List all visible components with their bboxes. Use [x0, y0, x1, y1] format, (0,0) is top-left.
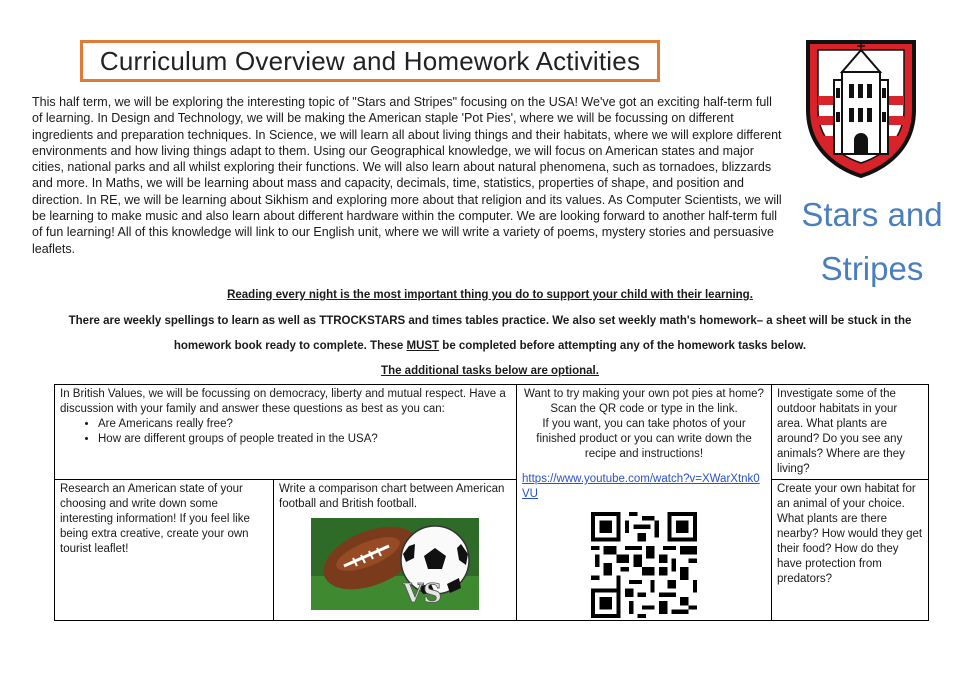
- recipe-video-link[interactable]: https://www.youtube.com/watch?v=XWarXtnk0VU: [522, 473, 760, 500]
- list-item: • How are different groups of people treated in the USA?: [98, 432, 511, 447]
- british-values-task: In British Values, we will be focussing on democracy, liberty and mutual respect. Have a discussion with your family and answer these questions as best as you can: • Are Americans really free? • How are different groups of people treated in the USA?: [55, 385, 517, 480]
- school-crest-logo: [802, 36, 920, 180]
- habitats-task: Investigate some of the outdoor habitats in your area. What plants are around? Do you see any animals? Where are they living?: [772, 385, 929, 480]
- reading-notice: Reading every night is the most important thing you do to support your child with their learning.: [227, 289, 753, 301]
- list-item: • Are Americans really free?: [98, 417, 511, 432]
- title-box: [80, 40, 660, 82]
- own-habitat-task: Create your own habitat for an animal of your choice. What plants are there nearby? How would they get their food? How do they have protection from predators?: [772, 480, 929, 621]
- qr-code-image[interactable]: [591, 512, 697, 618]
- vs-text: VS: [403, 579, 442, 609]
- intro-paragraph: This half term, we will be exploring the interesting topic of "Stars and Stripes" focusing on the USA! We've got an exciting half-term full of learning. In Design and Technology, we will be making the American staple 'Pot Pies', where we will be focussing on different ingredients and preparation techniques. In Science, we will learn all about living things and their habitats, where we will explore different environments and how living things adapt to them. Using our Geographical knowledge, we will focus on American states and major cities, national parks and all whilst exploring their functions. We will also learn about natural phenomena, such as tornadoes, blizzards and more. In Maths, we will be learning about mass and capacity, decimals, time, statistics, properties of shape, and position and direction. In RE, we will be learning about Sikhism and exploring more about that religion and its values. As Computer Scientists, we will be learning to make music and also learn about different hardware within the computer. We are looking forward to another half-term full of fun learning! All of this knowledge will link to our English unit, where we will write a variety of poems, mystery stories and persuasive leaflets.: [32, 95, 782, 256]
- pot-pies-task: Want to try making your own pot pies at home? Scan the QR code or type in the link. If you want, you can take photos of your finished product or you can write down the recipe and instructions! https://www.youtube.com/watch?v=XWarXtnk0VU: [517, 385, 772, 621]
- homework-task-grid: [54, 384, 929, 621]
- topic-title: Stars and Stripes: [801, 196, 943, 287]
- page-title: Curriculum Overview and Homework Activities: [99, 45, 641, 76]
- football-vs-soccer-image: [311, 518, 479, 610]
- spellings-notice-line2: homework book ready to complete. These MUST be completed before attempting any of the homework tasks below.: [173, 340, 807, 352]
- state-research-task: Research an American state of your choosing and write down some interesting information! If you feel like being extra creative, create your own tourist leaflet!: [55, 480, 274, 621]
- optional-notice: The additional tasks below are optional.: [381, 365, 599, 377]
- british-values-questions: [60, 417, 511, 447]
- football-comparison-task: Write a comparison chart between American football and British football. VS: [274, 480, 517, 621]
- spellings-notice-line1: There are weekly spellings to learn as well as TTROCKSTARS and times tables practice. We also set weekly math's homework– a sheet will be stuck in the: [68, 315, 912, 327]
